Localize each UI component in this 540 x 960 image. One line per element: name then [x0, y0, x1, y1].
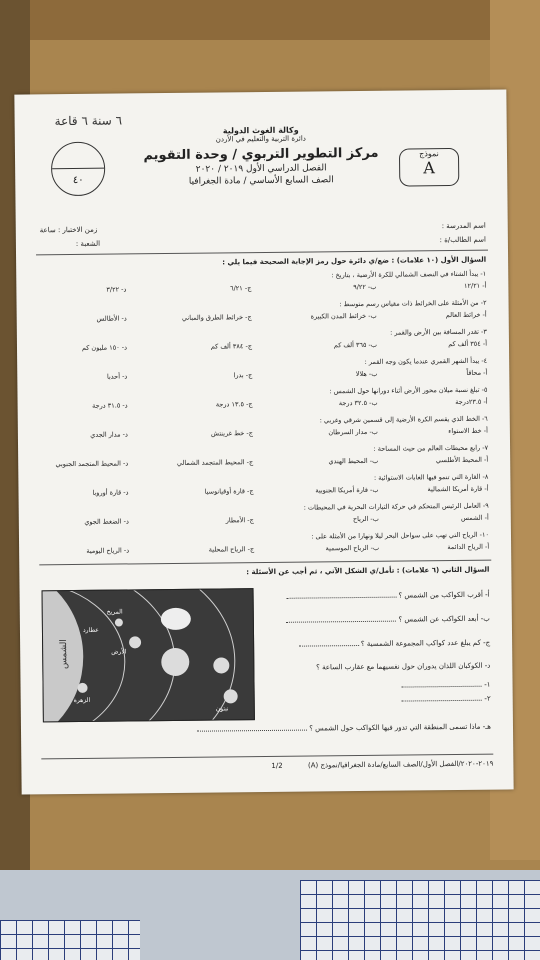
figure-label: الأرض — [111, 648, 127, 656]
q1-stem: ١٠- الرياح التي تهب على سواحل البحر ليلا ونهارا من الأمثلة على : — [311, 530, 490, 541]
q1-option[interactable]: أ- قارة أمريكا الشمالية — [427, 484, 489, 494]
q2-item: هـ- ماذا تسمى المنطقة التي تدور فيها الكواكب حول الشمس ؟ — [197, 722, 491, 734]
q1-option[interactable]: ب- الرياح — [352, 514, 379, 524]
sun-label: الشمس — [59, 639, 70, 670]
q1-item — [39, 357, 487, 386]
q1-item — [38, 270, 486, 299]
q2-heading: السؤال الثاني (٦ علامات) : تأمل/ي الشكل الآتي ، ثم أجب عن الأسئلة : — [246, 565, 490, 577]
handwritten-note: ٦ سنة ٦ قاعة — [54, 113, 123, 129]
model-box — [399, 148, 459, 187]
q1-option[interactable]: د- قارة أوروبا — [92, 488, 129, 497]
q1-option[interactable]: د- ١٥٠ مليون كم — [81, 343, 128, 352]
org-name: وكالة الغوث الدولية — [222, 125, 299, 136]
q1-option[interactable]: ب- قارة أمريكا الجنوبية — [315, 485, 379, 495]
figure-label: نبتون — [215, 705, 229, 713]
q1-option[interactable]: أ- خرائط العالم — [445, 310, 487, 320]
q1-option[interactable]: أ- ١٢/٢١ — [463, 281, 487, 290]
q1-option[interactable]: ج- المحيط المتجمد الشمالي — [176, 458, 254, 467]
figure-label: الزهرة — [73, 696, 91, 705]
q1-option[interactable]: أ- الشمس — [460, 513, 489, 522]
q1-option[interactable]: ج- ١٣.٥ درجة — [215, 400, 253, 409]
q1-option[interactable]: ب- هلالا — [355, 369, 378, 379]
q1-option[interactable]: أ- المحيط الأطلسي — [435, 455, 489, 465]
q1-option[interactable]: د- الضغط الجوي — [84, 517, 129, 526]
divider — [41, 754, 493, 760]
q1-stem: ٦- الخط الذي يقسم الكرة الأرضية إلى قسمين شرقي وغربي : — [319, 414, 488, 425]
q2-item: ج- كم يبلغ عدد كواكب المجموعة الشمسية ؟ — [299, 638, 491, 649]
q1-option[interactable]: ج- قارة أوقيانوسيا — [204, 487, 254, 496]
footer-text: ٢٠١٩-٢٠٢٠/الفصل الأول/الصف السابع/مادة الجغرافيا/نموذج (A) — [307, 759, 494, 770]
q1-option[interactable]: ب- خرائط المدن الكبيرة — [310, 311, 377, 321]
time-field: زمن الاختبار : ساعة — [39, 225, 98, 235]
q1-option[interactable]: أ- محاقاً — [466, 368, 488, 377]
divider — [36, 250, 488, 256]
q1-item — [39, 386, 487, 415]
planet — [115, 618, 123, 626]
total-score: ٤٠ — [72, 174, 84, 186]
divider — [39, 560, 491, 566]
q1-option[interactable]: ب- مدار السرطان — [328, 427, 378, 437]
q1-option[interactable]: أ- ٣٥٤ ألف كم — [448, 339, 488, 349]
q1-stem: ٥- تبلغ نسبة ميلان محور الأرض أثناء دورانها حول الشمس : — [329, 385, 488, 396]
planet — [213, 657, 229, 673]
q1-item — [41, 531, 489, 560]
q1-stem: ٤- يبدأ الشهر القمري عندما يكون وجه القمر : — [364, 356, 488, 366]
planet — [129, 636, 141, 648]
q1-stem: ١- يبدأ الشتاء في النصف الشمالي للكرة الأرضية ، بتاريخ : — [331, 269, 487, 280]
q1-option[interactable]: ب- ٣٢.٥ درجة — [338, 398, 378, 408]
q1-option[interactable]: د- المحيط المتجمد الجنوبي — [55, 459, 129, 469]
term-line: الفصل الدراسي الأول ٢٠١٩ / ٢٠٢٠ — [195, 163, 327, 175]
student-field: اسم الطالب/ة : — [439, 235, 486, 245]
q1-option[interactable]: د- ٣١.٥ درجة — [92, 401, 128, 410]
q2-sub: ١- — [402, 680, 491, 690]
page-footer — [41, 759, 494, 770]
school-field: اسم المدرسة : — [441, 221, 486, 231]
page-number: 1/2 — [271, 761, 283, 770]
q1-option[interactable]: د- ٣/٢٢ — [106, 285, 127, 294]
q1-option[interactable]: ج- ٣٨٤ ألف كم — [210, 342, 253, 351]
q1-item — [40, 415, 488, 444]
q1-option[interactable]: د- الرياح اليومية — [86, 546, 130, 555]
q1-option[interactable]: ج- خرائط الطرق والمباني — [181, 313, 252, 322]
grid-sheet — [300, 880, 540, 960]
model-value: A — [423, 158, 436, 178]
center-name: مركز التطوير التربوي / وحدة التقويم — [143, 145, 379, 164]
model-label: نموذج — [419, 149, 439, 159]
q1-option[interactable]: ج- الأمطار — [225, 516, 254, 525]
figure-label: عطارد — [82, 626, 99, 634]
planet-jupiter — [161, 648, 189, 676]
q1-option[interactable]: ج- بدرا — [233, 371, 253, 380]
q2-sub: ٢- — [402, 694, 491, 704]
grid-sheet-left — [0, 920, 140, 960]
q1-stem: ٨- القارة التي تنمو فيها الغابات الاستوائية : — [373, 472, 489, 482]
q1-option[interactable]: د- الأطالس — [96, 314, 127, 323]
q1-option[interactable]: أ- ٢٣.٥درجة — [455, 397, 488, 406]
q1-item — [41, 502, 489, 531]
q1-option[interactable]: ج- ٦/٢١ — [230, 284, 252, 293]
q1-item — [40, 473, 488, 502]
q1-option[interactable]: ب- ٣٦٥ ألف كم — [333, 340, 378, 350]
q1-item — [39, 328, 487, 357]
q1-item — [40, 444, 488, 473]
figure-label: المريخ — [106, 608, 123, 616]
q1-option[interactable]: ب- الرياح الموسمية — [325, 543, 380, 553]
q1-option[interactable]: د- أحدبا — [106, 372, 128, 381]
dept-name: دائرة التربية والتعليم في الأردن — [215, 134, 306, 144]
q1-stem: ٣- تقدر المسافة بين الأرض والقمر : — [390, 327, 487, 337]
exam-paper — [14, 89, 513, 794]
solar-system-figure — [42, 588, 255, 722]
q1-heading: السؤال الأول (١٠ علامات) : ضع/ي دائرة حول رمز الإجابة الصحيحة فيما يلي : — [222, 255, 487, 267]
envelope-flap — [0, 0, 540, 40]
q1-item — [39, 299, 487, 328]
q2-item: أ- أقرب الكواكب من الشمس ؟ — [286, 590, 489, 601]
q1-option[interactable]: ج- الرياح المحلية — [208, 545, 255, 554]
q1-stem: ٩- العامل الرئيس المتحكم في حركة التيارات البحرية في المحيطات : — [303, 501, 489, 512]
section-field: الشعبة : — [75, 239, 101, 248]
q2-item: ب- أبعد الكواكب عن الشمس ؟ — [286, 614, 490, 625]
planet — [224, 689, 238, 703]
planet — [78, 683, 88, 693]
grade-line: الصف السابع الأساسي / مادة الجغرافيا — [188, 175, 334, 187]
q1-option[interactable]: ج- خط غرينتش — [210, 429, 253, 438]
q1-option[interactable]: أ- الرياح الدائمة — [447, 542, 490, 552]
q1-stem: ٢- من الأمثلة على الخرائط ذات مقياس رسم متوسط : — [339, 298, 487, 309]
q1-option[interactable]: د- مدار الجدي — [90, 430, 128, 439]
score-circle — [51, 142, 106, 197]
q1-stem: ٧- رابع محيطات العالم من حيث المساحة : — [373, 443, 489, 453]
q1-option[interactable]: أ- خط الاستواء — [448, 426, 488, 436]
q1-option[interactable]: ب- المحيط الهندي — [328, 456, 379, 466]
q2-item: د- الكوكبان اللذان يدوران حول نفسيهما مع عقارب الساعة ؟ — [316, 661, 491, 672]
q1-option[interactable]: ب- ٩/٢٢ — [353, 282, 377, 292]
